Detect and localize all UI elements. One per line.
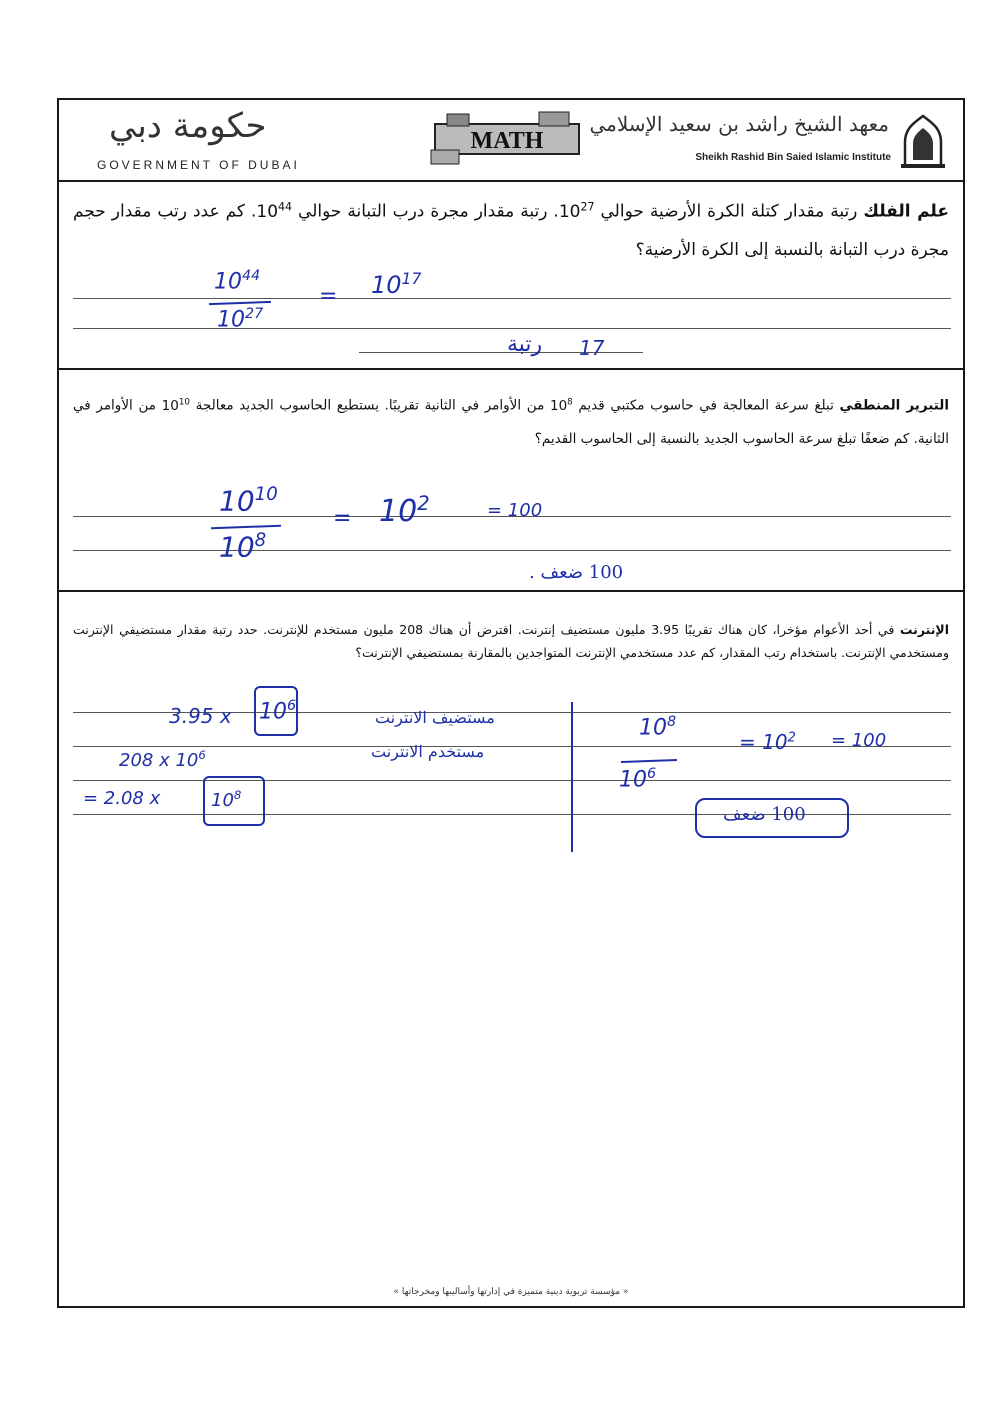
institute-en-text: Sheikh Rashid Bin Saied Islamic Institute: [695, 152, 891, 163]
hw-q1-fraction-bar: [209, 301, 271, 305]
math-logo-text: MATH: [470, 128, 544, 154]
hw-q3-result: = $10^2$: [739, 730, 796, 754]
hw-q3-answer: 100 ضعف: [723, 804, 806, 825]
hw-q3-denominator: $10^6$: [619, 766, 657, 793]
hw-q3-numerator: $10^8$: [639, 714, 677, 741]
hw-q3-line3: = 2.08 x: [83, 788, 161, 809]
hw-q2-equals: =: [333, 506, 352, 531]
question-1-text: علم الفلك رتبة مقدار كتلة الكرة الأرضية حوالي $10^{27}$. رتبة مقدار مجرة درب التبانة حوالي $10^{44}$. كم عدد رتب مقدار حجم مجرة درب التبانة بالنسبة إلى الكرة الأرضية؟: [73, 200, 949, 260]
answer-line: [73, 298, 951, 299]
worksheet-header: [59, 100, 963, 182]
answer-line: [73, 550, 951, 551]
hw-q2-result: $10^2$: [379, 492, 430, 529]
gov-ar-text: حكومة دبي: [109, 106, 267, 146]
hw-q3-line2: 208 x $10^6$: [119, 748, 206, 771]
hw-q3-line1: 3.95 x: [169, 704, 232, 728]
answer-line: [73, 328, 951, 329]
question-3-section: [59, 590, 963, 910]
hw-q3-label-hosts: مستضيف الانترنت: [375, 708, 495, 727]
institute-ar-text: معهد الشيخ راشد بن سعيد الإسلامي: [589, 112, 889, 136]
hw-q3-box2-value: $10^8$: [211, 788, 242, 811]
hw-q1-equals: =: [319, 284, 338, 309]
q1-topic: علم الفلك: [863, 201, 949, 222]
hw-q2-denominator: $10^8$: [219, 530, 267, 564]
hw-q1-denominator: $10^{27}$: [217, 306, 264, 333]
math-logo: [427, 110, 587, 168]
answer-line: [73, 746, 951, 747]
government-of-dubai-logo: [79, 106, 349, 176]
gov-en-text: GOVERNMENT OF DUBAI: [97, 158, 300, 172]
hw-q2-numerator: $10^{10}$: [219, 484, 278, 518]
q3-topic: الإنترنت: [899, 622, 949, 637]
institute-logo: [589, 108, 953, 174]
hw-q1-result: $10^{17}$: [371, 270, 422, 299]
question-2-section: [59, 368, 963, 592]
hw-q1-answer-word: رتبة: [507, 332, 543, 357]
q2-topic: التبرير المنطقي: [839, 397, 949, 414]
hw-q3-equals-100: = 100: [831, 730, 887, 751]
hw-q3-label-users: مستخدم الانترنت: [371, 742, 485, 761]
hw-q2-fraction-bar: [211, 525, 281, 529]
worksheet-frame: [57, 98, 965, 1308]
worksheet-footer-motto: « مؤسسة تربوية دينية متميزة في إدارتها وأساليبها ومخرجاتها »: [393, 1287, 629, 1297]
hw-q2-equals-100: = 100: [487, 500, 543, 521]
question-3-text: الإنترنت في أحد الأعوام مؤخرا، كان هناك تقريبًا 3.95 مليون مستضيف إنترنت. افترض أن هناك 208 مليون مستخدم للإنترنت. حدد رتبة مقدار مستضيفي الإنترنت ومستخدمي الإنترنت. باستخدام رتب المقدار، كم عدد مستخدمي الإنترنت المتواجدين بالمقارنة بمستضيفي الإنترنت؟: [73, 622, 949, 660]
hw-q3-box1-value: $10^6$: [259, 698, 297, 725]
mosque-icon: [897, 112, 949, 170]
hw-q3-fraction-bar: [621, 759, 677, 763]
hw-q1-numerator: $10^{44}$: [214, 268, 261, 295]
question-1-section: [59, 180, 963, 370]
hw-q3-divider: [571, 702, 573, 852]
question-2-text: التبرير المنطقي تبلغ سرعة المعالجة في حاسوب مكتبي قديم $10^8$ من الأوامر في الثانية تقريبًا. يستطيع الحاسوب الجديد معالجة $10^{10}$ من الأوامر في الثانية. كم ضعفًا تبلغ سرعة الحاسوب الجديد بالنسبة إلى الحاسوب القديم؟: [73, 397, 949, 447]
hw-q2-answer: 100 ضعف .: [529, 562, 624, 583]
hw-q1-answer-number: 17: [579, 336, 605, 360]
